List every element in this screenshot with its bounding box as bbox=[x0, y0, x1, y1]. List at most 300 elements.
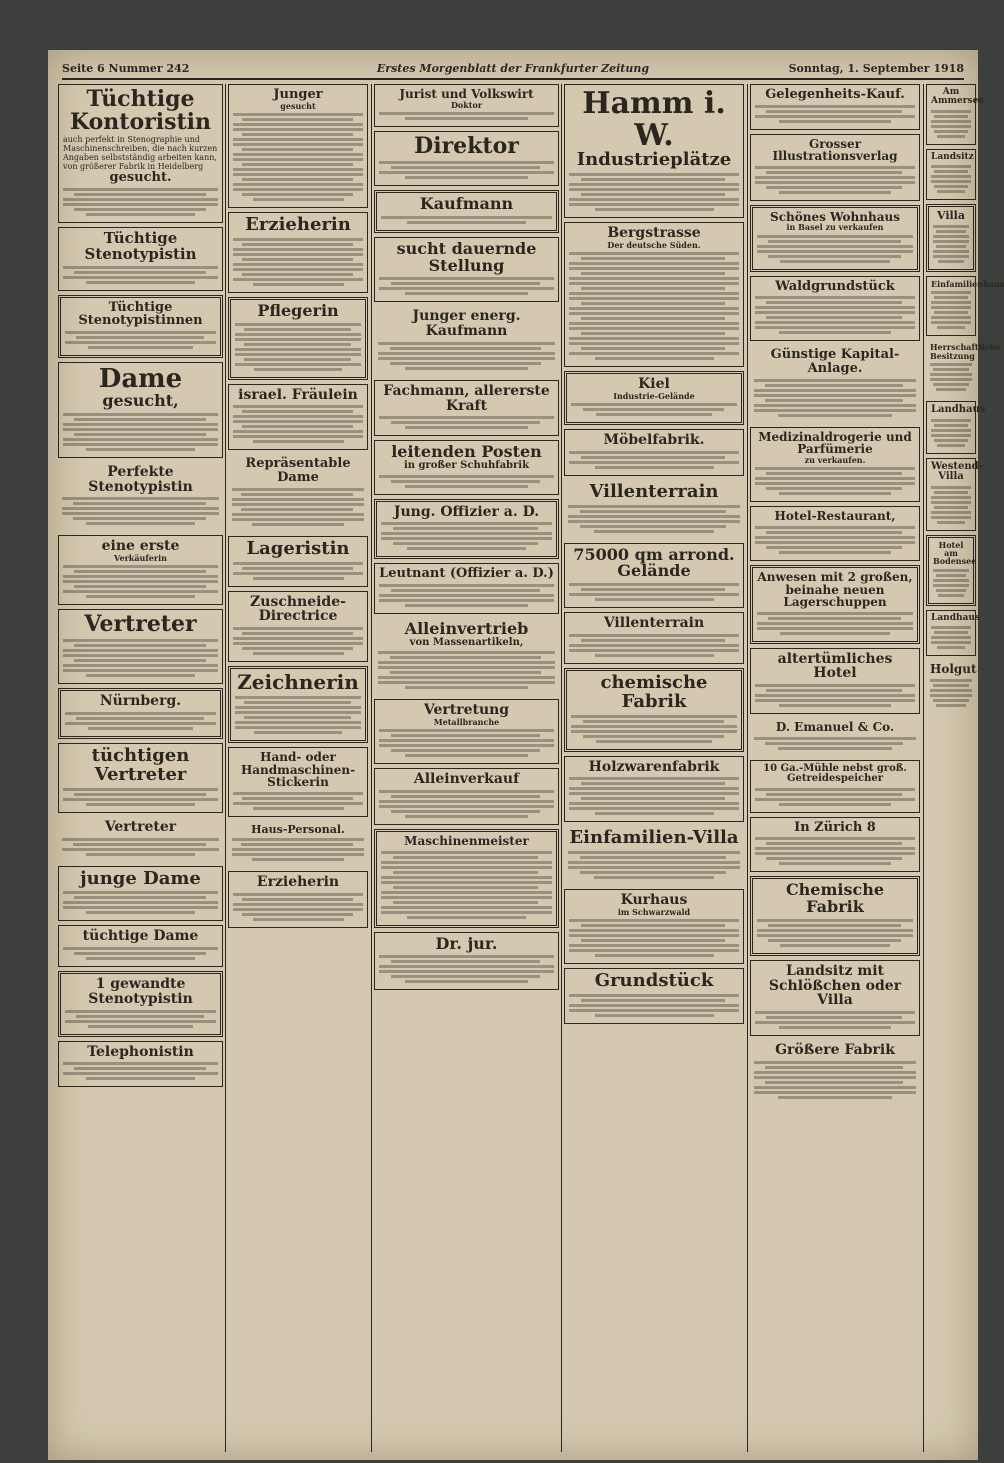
text-line bbox=[765, 1081, 903, 1084]
ad-fine-print bbox=[931, 419, 971, 447]
ad-headline: Dr. jur. bbox=[435, 933, 498, 953]
text-line bbox=[568, 866, 740, 869]
text-line bbox=[569, 919, 739, 922]
ad-fine-print bbox=[930, 363, 972, 391]
advertisement bbox=[750, 506, 920, 561]
text-line bbox=[569, 944, 739, 947]
ad-subheadline: von Massenartikeln, bbox=[409, 636, 524, 648]
ad-headline: Vertreter bbox=[84, 611, 197, 638]
advertisement bbox=[750, 427, 920, 503]
ad-fine-print bbox=[379, 161, 554, 179]
advertisement bbox=[58, 971, 223, 1036]
text-line bbox=[232, 518, 364, 521]
advertisement bbox=[564, 668, 744, 752]
text-line bbox=[242, 797, 353, 800]
text-line bbox=[63, 438, 218, 441]
text-line bbox=[405, 686, 529, 689]
text-line bbox=[393, 886, 538, 889]
ad-headline: 1 gewandte Stenotypistin bbox=[88, 976, 193, 1007]
text-line bbox=[933, 383, 969, 386]
ad-fine-print bbox=[232, 838, 364, 861]
text-line bbox=[594, 876, 714, 879]
text-line bbox=[754, 1086, 916, 1089]
text-line bbox=[937, 135, 965, 138]
ad-headline: chemische Fabrik bbox=[600, 671, 708, 712]
ad-fine-print bbox=[63, 788, 218, 806]
advertisement bbox=[374, 499, 559, 560]
text-line bbox=[595, 1014, 714, 1017]
text-line bbox=[779, 1026, 891, 1029]
text-line bbox=[755, 306, 915, 309]
text-line bbox=[65, 1020, 216, 1023]
text-line bbox=[754, 1061, 916, 1064]
ad-subheadline: Metallbranche bbox=[433, 716, 500, 727]
ad-fine-print bbox=[233, 405, 363, 443]
text-line bbox=[244, 716, 351, 719]
advertisement bbox=[228, 384, 368, 451]
text-line bbox=[755, 536, 915, 539]
text-line bbox=[63, 203, 218, 206]
ad-fine-print bbox=[65, 1010, 216, 1028]
advertisement bbox=[564, 889, 744, 964]
text-line bbox=[768, 240, 901, 243]
text-line bbox=[583, 735, 724, 738]
ad-fine-print bbox=[232, 488, 364, 526]
advertisement bbox=[564, 480, 744, 539]
text-line bbox=[381, 891, 552, 894]
ad-fine-print bbox=[933, 569, 969, 597]
text-line bbox=[381, 911, 552, 914]
column-1 bbox=[58, 84, 223, 1452]
text-line bbox=[933, 225, 969, 228]
text-line bbox=[931, 120, 971, 123]
text-line bbox=[580, 510, 726, 513]
text-line bbox=[755, 1011, 915, 1014]
text-line bbox=[88, 346, 194, 349]
text-line bbox=[235, 353, 361, 356]
advertisement bbox=[228, 821, 368, 868]
text-line bbox=[233, 168, 363, 171]
text-line bbox=[930, 378, 972, 381]
ad-headline: Westend-Villa bbox=[931, 460, 983, 483]
ad-headline: Anwesen mit 2 großen, beinahe neuen Lagerschuppen bbox=[757, 569, 913, 610]
text-line bbox=[757, 934, 913, 937]
advertisement bbox=[374, 306, 559, 375]
text-line bbox=[390, 671, 540, 674]
ad-fine-print bbox=[569, 252, 739, 360]
advertisement bbox=[58, 866, 223, 922]
text-line bbox=[74, 952, 206, 955]
text-line bbox=[73, 843, 206, 846]
advertisement bbox=[750, 84, 920, 130]
ad-fine-print bbox=[931, 626, 971, 649]
text-line bbox=[381, 866, 552, 869]
ad-fine-print bbox=[755, 1011, 915, 1029]
text-line bbox=[755, 847, 915, 850]
text-line bbox=[581, 639, 726, 642]
ad-fine-print bbox=[65, 331, 216, 349]
advertisement bbox=[374, 618, 559, 695]
text-line bbox=[405, 980, 528, 983]
ad-headline: D. Emanuel & Co. bbox=[775, 720, 895, 735]
advertisement bbox=[750, 648, 920, 714]
text-line bbox=[391, 421, 540, 424]
text-line bbox=[569, 262, 739, 265]
advertisement bbox=[564, 968, 744, 1024]
text-line bbox=[778, 1096, 891, 1099]
text-line bbox=[569, 792, 739, 795]
text-line bbox=[757, 235, 913, 238]
text-line bbox=[86, 448, 195, 451]
text-line bbox=[755, 694, 915, 697]
text-line bbox=[595, 954, 714, 957]
text-line bbox=[233, 562, 363, 565]
text-line bbox=[232, 848, 364, 851]
text-line bbox=[63, 664, 218, 667]
text-line bbox=[937, 646, 965, 649]
ad-headline: In Zürich 8 bbox=[794, 819, 876, 835]
text-line bbox=[755, 798, 915, 801]
ad-fine-print bbox=[755, 526, 915, 554]
text-line bbox=[63, 891, 218, 894]
column-3 bbox=[374, 84, 559, 1452]
ad-fine-print bbox=[63, 1062, 218, 1080]
text-line bbox=[931, 321, 971, 324]
ad-headline: Junger bbox=[273, 87, 323, 102]
text-line bbox=[581, 456, 726, 459]
advertisement bbox=[58, 1041, 223, 1088]
ad-fine-print bbox=[930, 679, 972, 707]
text-line bbox=[378, 661, 555, 664]
advertisement bbox=[564, 222, 744, 367]
advertisement bbox=[926, 660, 976, 713]
text-line bbox=[63, 639, 218, 642]
text-line bbox=[933, 235, 969, 238]
text-line bbox=[569, 342, 739, 345]
advertisement bbox=[564, 756, 744, 823]
ad-headline: Hamm i. W. bbox=[582, 86, 726, 153]
text-line bbox=[755, 684, 915, 687]
text-line bbox=[233, 113, 363, 116]
ad-fine-print bbox=[755, 684, 915, 707]
text-line bbox=[235, 726, 361, 729]
text-line bbox=[235, 333, 361, 336]
text-line bbox=[86, 911, 195, 914]
text-line bbox=[390, 362, 540, 365]
ad-fine-print bbox=[931, 110, 971, 138]
text-line bbox=[766, 487, 902, 490]
text-line bbox=[379, 171, 554, 174]
text-line bbox=[379, 287, 554, 290]
text-line bbox=[63, 428, 218, 431]
advertisement bbox=[564, 826, 744, 885]
text-line bbox=[755, 296, 915, 299]
text-line bbox=[381, 876, 552, 879]
text-line bbox=[62, 512, 219, 515]
text-line bbox=[378, 651, 555, 654]
text-line bbox=[931, 486, 971, 489]
text-line bbox=[569, 327, 739, 330]
text-line bbox=[65, 1010, 216, 1013]
text-line bbox=[379, 805, 554, 808]
page-header bbox=[62, 58, 964, 80]
text-line bbox=[235, 696, 361, 699]
text-line bbox=[569, 188, 739, 191]
text-line bbox=[74, 1067, 206, 1070]
text-line bbox=[63, 443, 218, 446]
ad-headline: Tüchtige Stenotypistinnen bbox=[78, 299, 203, 329]
ad-fine-print bbox=[569, 451, 739, 469]
advertisement bbox=[750, 760, 920, 813]
text-line bbox=[581, 797, 726, 800]
text-line bbox=[407, 916, 527, 919]
text-line bbox=[583, 408, 724, 411]
ad-headline: Vertreter bbox=[104, 818, 177, 835]
advertisement bbox=[750, 718, 920, 756]
text-line bbox=[768, 255, 901, 258]
advertisement bbox=[374, 563, 559, 614]
text-line bbox=[933, 584, 969, 587]
ad-headline: leitenden Posten bbox=[391, 442, 542, 462]
advertisement bbox=[926, 204, 976, 272]
text-line bbox=[596, 740, 712, 743]
text-line bbox=[766, 842, 902, 845]
advertisement bbox=[374, 190, 559, 233]
text-line bbox=[233, 153, 363, 156]
text-line bbox=[233, 188, 363, 191]
text-line bbox=[76, 336, 204, 339]
text-line bbox=[755, 467, 915, 470]
ad-headline: altertümliches Hotel bbox=[777, 650, 893, 682]
ad-headline: Tüchtige Stenotypistin bbox=[84, 229, 197, 263]
text-line bbox=[766, 110, 902, 113]
text-line bbox=[393, 527, 538, 530]
ad-headline: Grundstück bbox=[594, 970, 714, 992]
ad-fine-print bbox=[63, 413, 218, 451]
text-line bbox=[390, 656, 540, 659]
advertisement bbox=[564, 612, 744, 664]
column-rule bbox=[371, 84, 372, 1452]
text-line bbox=[235, 338, 361, 341]
text-line bbox=[63, 276, 218, 279]
text-line bbox=[391, 749, 540, 752]
text-line bbox=[569, 1009, 739, 1012]
ad-fine-print bbox=[755, 788, 915, 806]
ad-fine-print bbox=[755, 467, 915, 495]
text-line bbox=[755, 541, 915, 544]
text-line bbox=[766, 472, 902, 475]
text-line bbox=[768, 939, 901, 942]
advertisement bbox=[750, 134, 920, 201]
ad-headline: Jung. Offizier a. D. bbox=[393, 503, 540, 520]
ad-headline: tüchtigen Vertreter bbox=[91, 745, 190, 786]
ad-headline: Erzieherin bbox=[256, 874, 340, 891]
text-line bbox=[754, 379, 916, 382]
text-line bbox=[235, 706, 361, 709]
newspaper-page bbox=[48, 50, 1004, 1460]
text-line bbox=[931, 419, 971, 422]
ad-fine-print bbox=[63, 639, 218, 677]
text-line bbox=[938, 594, 963, 597]
text-line bbox=[253, 198, 344, 201]
ad-fine-print bbox=[379, 790, 554, 818]
advertisement bbox=[926, 84, 985, 145]
text-line bbox=[253, 807, 344, 810]
text-line bbox=[88, 1025, 194, 1028]
text-line bbox=[241, 843, 353, 846]
text-line bbox=[931, 180, 971, 183]
ad-fine-print bbox=[235, 323, 361, 371]
text-line bbox=[244, 358, 351, 361]
text-line bbox=[232, 498, 364, 501]
text-line bbox=[757, 622, 913, 625]
ad-fine-print bbox=[63, 891, 218, 914]
text-line bbox=[768, 924, 901, 927]
ad-fine-print bbox=[754, 379, 916, 417]
text-line bbox=[63, 590, 218, 593]
ad-headline: Haus-Personal. bbox=[251, 822, 345, 836]
ad-fine-print bbox=[569, 583, 739, 601]
text-line bbox=[74, 208, 206, 211]
text-line bbox=[755, 482, 915, 485]
column-5 bbox=[750, 84, 920, 1452]
text-line bbox=[379, 161, 554, 164]
advertisement bbox=[750, 876, 920, 956]
ad-headline: Leutnant (Offizier a. D.) bbox=[379, 566, 554, 582]
text-line bbox=[757, 929, 913, 932]
ad-headline: Einfamilienhaus bbox=[931, 278, 1004, 289]
text-line bbox=[74, 659, 206, 662]
text-line bbox=[930, 373, 972, 376]
advertisement bbox=[228, 666, 368, 743]
text-line bbox=[242, 913, 353, 916]
text-line bbox=[755, 326, 915, 329]
column-6 bbox=[926, 84, 1004, 1452]
text-line bbox=[63, 947, 218, 950]
text-line bbox=[594, 530, 714, 533]
text-line bbox=[931, 125, 971, 128]
text-line bbox=[583, 720, 724, 723]
ad-fine-print bbox=[568, 851, 740, 879]
text-line bbox=[381, 522, 552, 525]
ad-fine-print bbox=[381, 522, 552, 550]
ad-fine-print bbox=[569, 919, 739, 957]
text-line bbox=[931, 110, 971, 113]
text-line bbox=[233, 268, 363, 271]
advertisement bbox=[926, 276, 1004, 336]
text-line bbox=[63, 188, 218, 191]
text-line bbox=[233, 278, 363, 281]
ad-fine-print bbox=[63, 565, 218, 598]
text-line bbox=[233, 123, 363, 126]
advertisement bbox=[228, 297, 368, 380]
text-line bbox=[379, 790, 554, 793]
ad-fine-print bbox=[569, 173, 739, 211]
text-line bbox=[405, 292, 528, 295]
text-line bbox=[937, 444, 965, 447]
text-line bbox=[569, 322, 739, 325]
issue-date: Sonntag, 1. September 1918 bbox=[788, 62, 964, 75]
advertisement bbox=[750, 345, 920, 422]
text-line bbox=[936, 574, 967, 577]
ad-headline: Nürnberg. bbox=[99, 693, 182, 710]
text-line bbox=[569, 451, 739, 454]
text-line bbox=[934, 491, 968, 494]
text-line bbox=[937, 326, 965, 329]
ad-fine-print bbox=[381, 851, 552, 919]
text-line bbox=[779, 331, 891, 334]
text-line bbox=[405, 426, 528, 429]
ad-headline: tüchtige Dame bbox=[82, 928, 199, 945]
text-line bbox=[934, 439, 968, 442]
ad-headline: Telephonistin bbox=[87, 1043, 194, 1060]
text-line bbox=[63, 198, 218, 201]
ad-headline: Gelegenheits-Kauf. bbox=[765, 87, 905, 102]
text-line bbox=[381, 861, 552, 864]
ad-headline: Kurhaus bbox=[620, 892, 688, 909]
text-line bbox=[379, 416, 554, 419]
text-line bbox=[595, 654, 714, 657]
text-line bbox=[393, 856, 538, 859]
text-line bbox=[233, 893, 363, 896]
text-line bbox=[242, 133, 353, 136]
ad-headline: Holgut bbox=[930, 662, 977, 677]
text-line bbox=[379, 475, 554, 478]
text-line bbox=[569, 337, 739, 340]
advertisement bbox=[228, 84, 368, 208]
text-line bbox=[63, 423, 218, 426]
text-line bbox=[765, 384, 903, 387]
text-line bbox=[254, 368, 342, 371]
ad-fine-print bbox=[233, 627, 363, 655]
text-line bbox=[233, 572, 363, 575]
masthead: Erstes Morgenblatt der Frankfurter Zeitung bbox=[376, 62, 650, 75]
text-line bbox=[779, 862, 891, 865]
text-line bbox=[74, 896, 206, 899]
ad-headline: Herrschaftliche Besitzung bbox=[930, 342, 1001, 361]
text-line bbox=[766, 546, 902, 549]
ad-fine-print bbox=[379, 475, 554, 488]
text-line bbox=[931, 301, 971, 304]
text-line bbox=[233, 158, 363, 161]
text-line bbox=[934, 631, 968, 634]
text-line bbox=[933, 569, 969, 572]
text-line bbox=[379, 800, 554, 803]
text-line bbox=[233, 183, 363, 186]
text-line bbox=[381, 881, 552, 884]
text-line bbox=[754, 404, 916, 407]
text-line bbox=[581, 287, 726, 290]
text-line bbox=[766, 316, 902, 319]
text-line bbox=[595, 208, 714, 211]
ad-headline: Landhaus bbox=[931, 404, 986, 416]
ad-subheadline: gesucht bbox=[280, 100, 316, 111]
text-line bbox=[391, 810, 540, 813]
advertisement bbox=[58, 743, 223, 813]
advertisement bbox=[58, 227, 223, 291]
ad-fine-print bbox=[757, 235, 913, 263]
text-line bbox=[235, 711, 361, 714]
text-line bbox=[233, 435, 363, 438]
ad-subheadline: Industrieplätze bbox=[576, 149, 732, 170]
ad-headline: Pflegerin bbox=[257, 300, 339, 320]
text-line bbox=[779, 191, 891, 194]
text-line bbox=[63, 901, 218, 904]
ad-fine-print bbox=[379, 112, 554, 120]
text-line bbox=[755, 1021, 915, 1024]
advertisement bbox=[564, 371, 744, 425]
ad-headline: Günstige Kapital-Anlage. bbox=[770, 347, 900, 377]
